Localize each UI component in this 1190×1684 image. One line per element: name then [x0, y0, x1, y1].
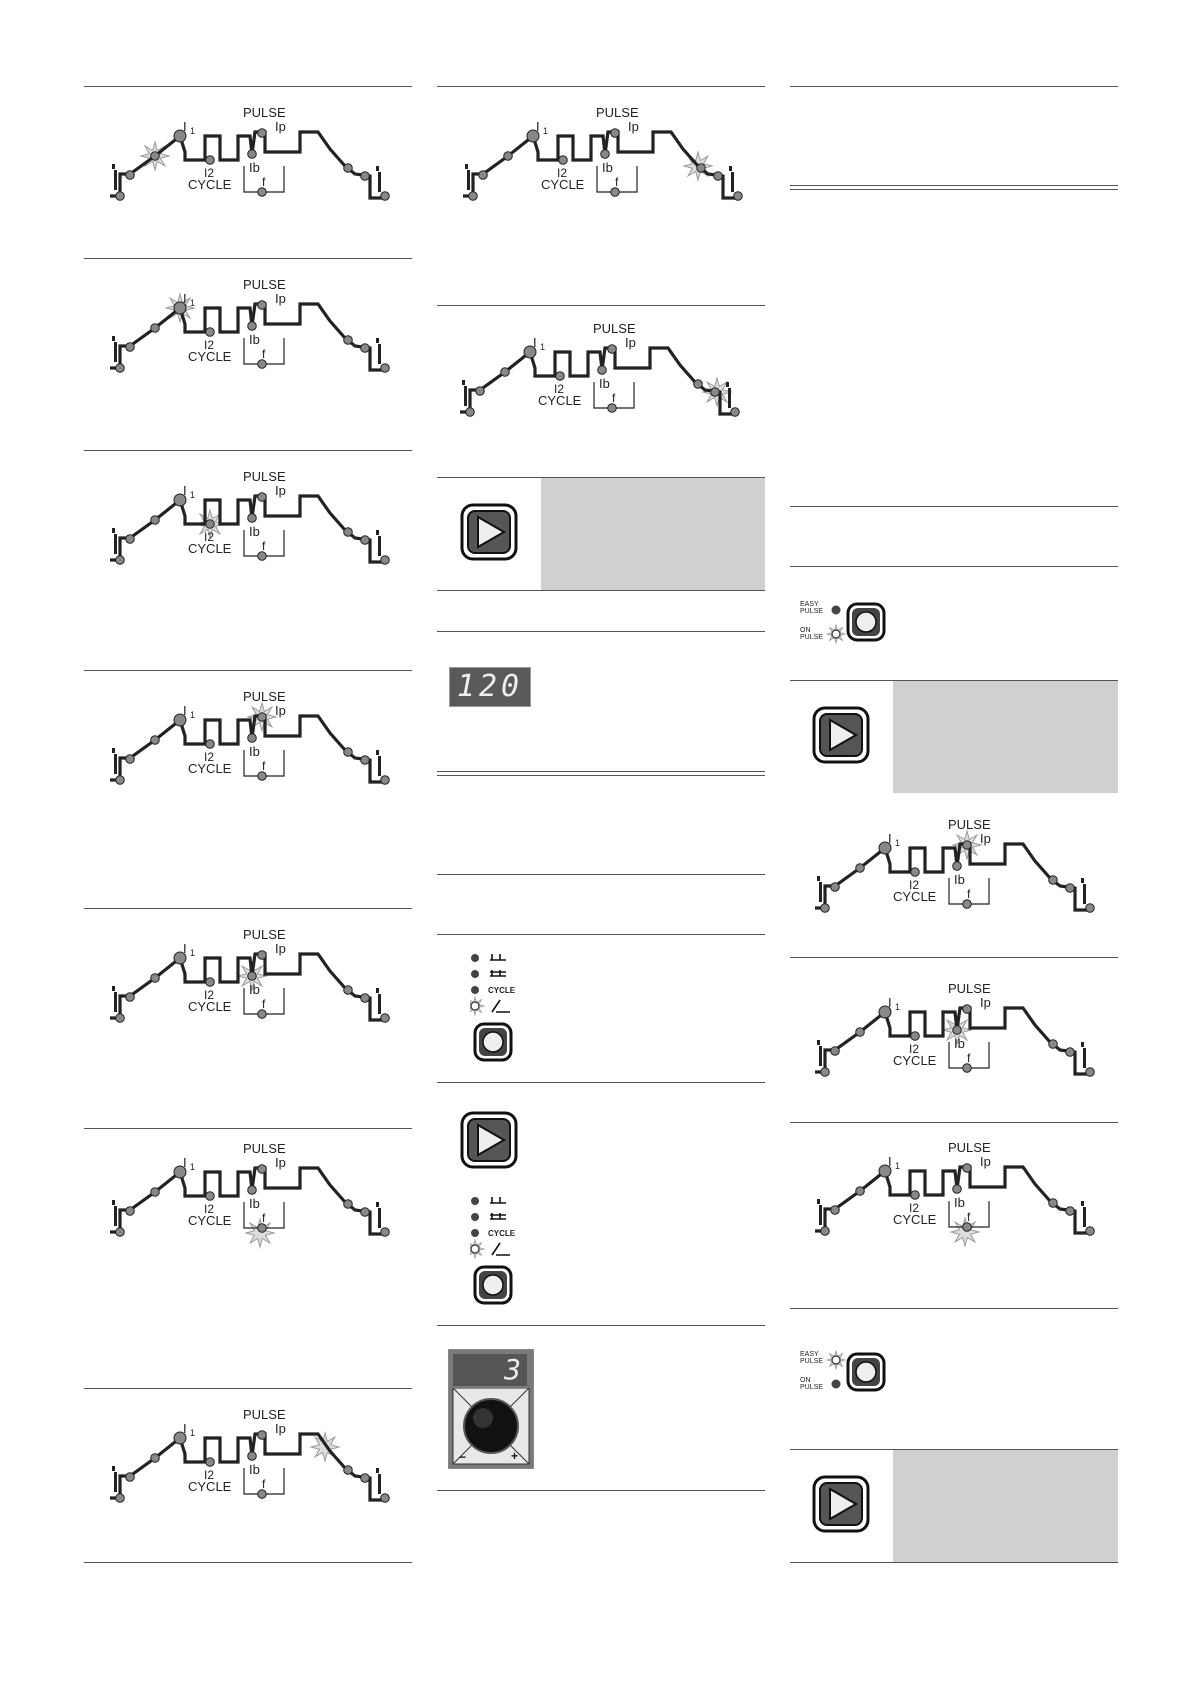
parameter-dot [598, 366, 607, 375]
parameter-dot [601, 150, 610, 159]
ib-label: Ib [249, 332, 260, 347]
parameter-dot [381, 556, 390, 565]
current-display-value: 120 [456, 669, 524, 704]
rotary-knob[interactable] [464, 1399, 518, 1453]
easy-label: EASY [800, 1351, 819, 1358]
highlight-star-icon [951, 1218, 979, 1246]
i1-label: I [183, 291, 187, 306]
cycle-label: CYCLE [188, 541, 232, 556]
parameter-dot [821, 1227, 830, 1236]
mode-select-button-2[interactable] [473, 1265, 513, 1310]
spot-weld-icon [492, 1243, 510, 1255]
ib-label: Ib [599, 376, 610, 391]
ip-label: Ip [275, 703, 286, 718]
cycle-label: CYCLE [893, 889, 937, 904]
i1-label: I [888, 831, 892, 846]
parameter-dot [1086, 904, 1095, 913]
parameter-dot [344, 986, 353, 995]
i2-label: I2 [204, 1202, 215, 1216]
parameter-dot [911, 1191, 920, 1200]
on-label: ON [800, 1377, 811, 1384]
ip-label: Ip [625, 335, 636, 350]
play-button[interactable] [812, 1475, 870, 1538]
mode-led [471, 970, 479, 978]
i1-label: I [183, 483, 187, 498]
i1-sub-label: 1 [895, 1002, 901, 1012]
i2-label: I2 [557, 166, 568, 180]
cycle-label: CYCLE [188, 1213, 232, 1228]
parameter-dot [697, 164, 706, 173]
pulse-diagram-6 [100, 1140, 390, 1250]
parameter-dot [258, 1165, 267, 1174]
parameter-dot [258, 1431, 267, 1440]
i1-label: I [888, 1154, 892, 1169]
parameter-dot [831, 1047, 840, 1056]
parameter-dot [258, 301, 267, 310]
parameter-dot [206, 1458, 215, 1467]
ib-label: Ib [249, 1462, 260, 1477]
parameter-dot [126, 993, 135, 1002]
parameter-dot [831, 883, 840, 892]
parameter-dot [258, 713, 267, 722]
parameter-dot [963, 841, 972, 850]
parameter-dot [151, 1454, 160, 1463]
parameter-dot [151, 152, 160, 161]
cycle-label: CYCLE [893, 1212, 937, 1227]
parameter-dot [206, 740, 215, 749]
i2-label: I2 [204, 988, 215, 1002]
parameter-dot [559, 156, 568, 165]
pulse-label: PULSE [948, 981, 991, 996]
parameter-dot [248, 150, 257, 159]
ip-label: Ip [628, 119, 639, 134]
parameter-dot [206, 1192, 215, 1201]
parameter-dot [248, 514, 257, 523]
pulse-label: PULSE [243, 469, 286, 484]
parameter-dot [856, 1187, 865, 1196]
pulse-label: PULSE [243, 927, 286, 942]
parameter-dot [731, 408, 740, 417]
pulse-label: PULSE [243, 1407, 286, 1422]
parameter-dot [206, 156, 215, 165]
highlight-star-icon [246, 1219, 274, 1247]
pulse-label: PULSE [243, 1141, 286, 1156]
parameter-dot [344, 1466, 353, 1475]
i2-label: I2 [204, 338, 215, 352]
parameter-dot [361, 344, 370, 353]
knob-display [453, 1354, 527, 1386]
f-label: f [262, 347, 266, 361]
easy-pulse-label: PULSE [800, 1358, 823, 1365]
f-label: f [967, 887, 971, 901]
i2-label: I2 [909, 878, 920, 892]
mode-selector-panel-1 [470, 950, 540, 1021]
parameter-dot [381, 1014, 390, 1023]
parameter-dot [116, 192, 125, 201]
parameter-dot [344, 528, 353, 537]
gray-note-box-2 [893, 681, 1118, 793]
i2-label: I2 [204, 1468, 215, 1482]
parameter-dot [248, 1452, 257, 1461]
parameter-dot [556, 372, 565, 381]
pulse-diagram-12 [805, 1139, 1095, 1249]
pulse-diagram-3 [100, 468, 390, 578]
ib-label: Ib [602, 160, 613, 175]
ip-label: Ip [275, 483, 286, 498]
parameter-dot [126, 343, 135, 352]
parameter-dot [831, 1206, 840, 1215]
on-pulse-label: PULSE [800, 634, 823, 641]
mode-led [471, 1229, 479, 1237]
parameter-dot [501, 368, 510, 377]
pulse-diagram-4 [100, 688, 390, 798]
i2-label: I2 [554, 382, 565, 396]
parameter-dot [361, 1474, 370, 1483]
pulse-label: PULSE [243, 689, 286, 704]
parameter-dot [381, 1228, 390, 1237]
parameter-dot [116, 364, 125, 373]
i1-sub-label: 1 [190, 126, 196, 136]
parameter-dot [856, 864, 865, 873]
i1-sub-label: 1 [895, 838, 901, 848]
i1-label: I [183, 119, 187, 134]
i1-label: I [536, 119, 540, 134]
i2-label: I2 [909, 1042, 920, 1056]
ib-label: Ib [249, 1196, 260, 1211]
pulse-diagram-10 [805, 816, 1095, 926]
parameter-dot [248, 322, 257, 331]
f-label: f [967, 1210, 971, 1224]
parameter-dot [258, 951, 267, 960]
ip-label: Ip [275, 941, 286, 956]
parameter-dot [1086, 1068, 1095, 1077]
easy-pulse-panel-1 [800, 598, 890, 653]
parameter-dot [151, 974, 160, 983]
parameter-dot [361, 172, 370, 181]
parameter-dot [361, 536, 370, 545]
mode-led [832, 1380, 841, 1389]
four-stroke-icon [490, 1213, 506, 1219]
parameter-dot [361, 994, 370, 1003]
parameter-dot [151, 1188, 160, 1197]
mode-led [832, 630, 840, 638]
play-button[interactable] [812, 706, 870, 769]
parameter-dot [126, 535, 135, 544]
i1-sub-label: 1 [540, 342, 546, 352]
pulse-diagram-1 [100, 104, 390, 214]
easy-label: EASY [800, 601, 819, 608]
parameter-dot [1049, 1199, 1058, 1208]
cycle-label: CYCLE [188, 999, 232, 1014]
parameter-dot [1049, 876, 1058, 885]
knob-panel [448, 1349, 534, 1469]
pulse-label: PULSE [593, 321, 636, 336]
knob-minus-label: − [459, 1450, 467, 1464]
i2-label: I2 [909, 1201, 920, 1215]
spot-weld-icon [492, 1000, 510, 1012]
ip-label: Ip [275, 1155, 286, 1170]
cycle-label: CYCLE [188, 349, 232, 364]
ip-label: Ip [980, 1154, 991, 1169]
parameter-dot [151, 324, 160, 333]
parameter-dot [116, 556, 125, 565]
ip-label: Ip [980, 831, 991, 846]
ip-label: Ip [980, 995, 991, 1010]
mode-led [832, 1356, 840, 1364]
i1-sub-label: 1 [190, 490, 196, 500]
parameter-dot [248, 972, 257, 981]
parameter-dot [953, 862, 962, 871]
parameter-dot [381, 192, 390, 201]
cycle-label: CYCLE [188, 761, 232, 776]
ib-label: Ib [954, 1036, 965, 1051]
parameter-dot [476, 387, 485, 396]
parameter-dot [151, 736, 160, 745]
mode-select-button-1[interactable] [473, 1022, 513, 1067]
parameter-dot [611, 129, 620, 138]
gray-note-box-1 [541, 478, 765, 590]
f-label: f [615, 175, 619, 189]
parameter-dot [466, 408, 475, 417]
parameter-dot [608, 345, 617, 354]
parameter-dot [953, 1185, 962, 1194]
i1-sub-label: 1 [190, 1428, 196, 1438]
mode-selector-panel-2 [470, 1193, 540, 1264]
parameter-dot [821, 904, 830, 913]
i1-label: I [888, 995, 892, 1010]
cycle-label: CYCLE [188, 1479, 232, 1494]
f-label: f [262, 997, 266, 1011]
parameter-dot [206, 978, 215, 987]
parameter-dot [258, 129, 267, 138]
ib-label: Ib [249, 524, 260, 539]
mode-led [832, 606, 841, 615]
parameter-dot [694, 380, 703, 389]
parameter-dot [248, 1186, 257, 1195]
pulse-diagram-7 [100, 1406, 390, 1516]
mode-led [471, 954, 479, 962]
i2-label: I2 [204, 750, 215, 764]
knob-display-value: 3 [504, 1353, 521, 1386]
i1-label: I [183, 1421, 187, 1436]
i1-sub-label: 1 [543, 126, 549, 136]
ib-label: Ib [954, 1195, 965, 1210]
ib-label: Ib [249, 744, 260, 759]
parameter-dot [821, 1068, 830, 1077]
on-pulse-label: PULSE [800, 1384, 823, 1391]
ib-label: Ib [954, 872, 965, 887]
parameter-dot [714, 172, 723, 181]
parameter-dot [381, 364, 390, 373]
mode-led [471, 986, 479, 994]
four-stroke-icon [490, 970, 506, 976]
parameter-dot [856, 1028, 865, 1037]
parameter-dot [963, 1005, 972, 1014]
parameter-dot [116, 1014, 125, 1023]
parameter-dot [953, 1026, 962, 1035]
two-stroke-icon [490, 1197, 506, 1203]
parameter-dot [911, 1032, 920, 1041]
parameter-dot [1066, 1048, 1075, 1057]
parameter-dot [1049, 1040, 1058, 1049]
parameter-dot [151, 516, 160, 525]
parameter-dot [1086, 1227, 1095, 1236]
f-label: f [967, 1051, 971, 1065]
pulse-label: PULSE [948, 1140, 991, 1155]
pulse-diagram-11 [805, 980, 1095, 1090]
i1-label: I [183, 703, 187, 718]
parameter-dot [344, 164, 353, 173]
play-button[interactable] [460, 503, 518, 566]
parameter-dot [344, 1200, 353, 1209]
pulse-diagram-8 [453, 104, 743, 214]
i1-sub-label: 1 [895, 1161, 901, 1171]
easy-pulse-panel-2 [800, 1348, 890, 1403]
ip-label: Ip [275, 291, 286, 306]
parameter-dot [126, 1207, 135, 1216]
cycle-mode-label: CYCLE [488, 986, 516, 995]
cycle-label: CYCLE [541, 177, 585, 192]
two-stroke-icon [490, 954, 506, 960]
parameter-dot [248, 734, 257, 743]
parameter-dot [126, 1473, 135, 1482]
cycle-label: CYCLE [893, 1053, 937, 1068]
current-display [449, 667, 531, 707]
parameter-dot [344, 336, 353, 345]
f-label: f [262, 759, 266, 773]
i2-label: I2 [204, 166, 215, 180]
pulse-diagram-9 [450, 320, 740, 430]
easy-pulse-label: PULSE [800, 608, 823, 615]
parameter-dot [504, 152, 513, 161]
parameter-dot [381, 1494, 390, 1503]
parameter-dot [344, 748, 353, 757]
pulse-label: PULSE [243, 277, 286, 292]
parameter-dot [126, 171, 135, 180]
i1-sub-label: 1 [190, 1162, 196, 1172]
parameter-dot [258, 493, 267, 502]
parameter-dot [1066, 884, 1075, 893]
cycle-mode-label: CYCLE [488, 1229, 516, 1238]
ib-label: Ib [249, 982, 260, 997]
parameter-dot [206, 520, 215, 529]
parameter-dot [911, 868, 920, 877]
parameter-dot [963, 1164, 972, 1173]
parameter-dot [126, 755, 135, 764]
parameter-dot [361, 756, 370, 765]
pulse-label: PULSE [948, 817, 991, 832]
ip-label: Ip [275, 119, 286, 134]
pulse-diagram-2 [100, 276, 390, 386]
ib-label: Ib [249, 160, 260, 175]
parameter-dot [116, 1228, 125, 1237]
i1-sub-label: 1 [190, 948, 196, 958]
cycle-label: CYCLE [188, 177, 232, 192]
f-label: f [262, 1211, 266, 1225]
play-button[interactable] [460, 1111, 518, 1174]
i1-sub-label: 1 [190, 710, 196, 720]
f-label: f [262, 175, 266, 189]
i1-label: I [183, 1155, 187, 1170]
pulse-label: PULSE [596, 105, 639, 120]
parameter-dot [206, 328, 215, 337]
pulse-diagram-5 [100, 926, 390, 1036]
parameter-dot [479, 171, 488, 180]
knob-plus-label: + [511, 1449, 519, 1463]
i1-label: I [183, 941, 187, 956]
on-label: ON [800, 627, 811, 634]
parameter-dot [381, 776, 390, 785]
pulse-label: PULSE [243, 105, 286, 120]
parameter-dot [711, 388, 720, 397]
gray-note-box-3 [893, 1450, 1118, 1562]
f-label: f [612, 391, 616, 405]
f-label: f [262, 1477, 266, 1491]
mode-led [471, 1197, 479, 1205]
ip-label: Ip [275, 1421, 286, 1436]
mode-led [471, 1213, 479, 1221]
i1-label: I [533, 335, 537, 350]
parameter-dot [734, 192, 743, 201]
parameter-dot [469, 192, 478, 201]
parameter-dot [361, 1208, 370, 1217]
i1-sub-label: 1 [190, 298, 196, 308]
parameter-dot [116, 776, 125, 785]
parameter-dot [1066, 1207, 1075, 1216]
parameter-dot [116, 1494, 125, 1503]
i2-label: I2 [204, 530, 215, 544]
f-label: f [262, 539, 266, 553]
cycle-label: CYCLE [538, 393, 582, 408]
